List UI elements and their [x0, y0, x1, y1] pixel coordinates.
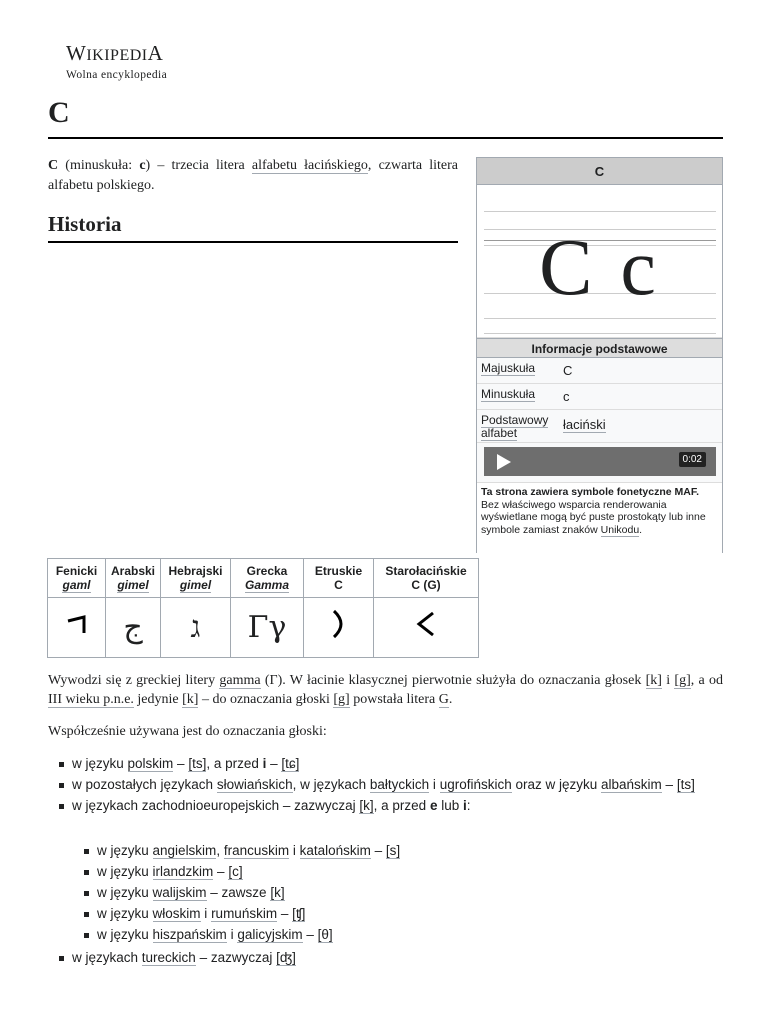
ipa-k[interactable]: [k]	[182, 692, 199, 707]
link-hiszpanskim[interactable]: hiszpańskim	[152, 927, 227, 942]
link-slowianskich[interactable]: słowiańskich	[216, 777, 293, 792]
ipa-g[interactable]: [g]	[674, 673, 691, 688]
list-item: w języku walijskim – zawsze [k]	[73, 884, 723, 902]
letter-glyphs: C c	[539, 224, 660, 312]
glyph-phoenician	[48, 598, 106, 658]
link-irlandzkim[interactable]: irlandzkim	[152, 864, 214, 879]
header-starolacinskie: Starołacińskie C (G)	[374, 559, 479, 598]
link-wloskim[interactable]: włoskim	[152, 906, 201, 921]
usage-paragraph: Współcześnie używana jest do oznaczania głoski:	[48, 724, 327, 739]
ipa-notice: Ta strona zawiera symbole fonetyczne MAF. Bez właściwego wsparcia renderowania wyświetlane mogą być puste prostokąty lub inne symbole zamiast znaków Unikodu.	[477, 483, 722, 554]
infobox	[476, 157, 723, 553]
link-alfabet-lacinski[interactable]: alfabetu łacińskiego	[251, 158, 368, 173]
logo-subtitle: Wolna encyklopedia	[66, 69, 168, 81]
letter-image	[477, 185, 722, 338]
infobox-row-minuskula	[477, 384, 722, 410]
list-item: w języku hiszpańskim i galicyjskim – [θ]	[73, 926, 723, 944]
list-item: w języku polskim – [ts], a przed i – [tɕ]	[48, 755, 723, 773]
glyph-greek: Γγ	[231, 598, 304, 658]
link-polskim[interactable]: polskim	[127, 756, 174, 771]
link-baltyckich[interactable]: bałtyckich	[369, 777, 430, 792]
value-alfabet[interactable]: łaciński	[563, 417, 606, 432]
value-majuskula: C	[563, 363, 573, 378]
audio-section	[477, 443, 722, 483]
link-ugrofinskich[interactable]: ugrofińskich	[439, 777, 512, 792]
label-alfabet[interactable]: Podstawowy alfabet	[481, 413, 549, 440]
glyph-old-latin	[374, 598, 479, 658]
letter-history-table	[47, 558, 479, 658]
section-divider	[48, 241, 458, 243]
play-icon[interactable]	[497, 454, 511, 470]
glyph-arabic: ج	[106, 598, 161, 658]
logo-wordmark: WIKIPEDIA	[66, 41, 164, 65]
header-etruskie: Etruskie C	[304, 559, 374, 598]
page-title: C	[48, 96, 70, 129]
label-majuskula[interactable]: Majuskuła	[481, 361, 536, 375]
list-item: w językach zachodnioeuropejskich – zazwyczaj [k], a przed e lub i:	[48, 797, 723, 815]
link-iii-wiek[interactable]: III wieku p.n.e.	[48, 692, 134, 707]
list-item: w języku angielskim, francuskim i katalońskim – [s]	[73, 842, 723, 860]
list-item: w językach tureckich – zazwyczaj [ʤ]	[48, 949, 723, 967]
audio-duration: 0:02	[679, 452, 706, 467]
header-fenicki: Fenicki gaml	[48, 559, 106, 598]
list-item: w języku włoskim i rumuńskim – [ʧ]	[73, 905, 723, 923]
intro-paragraph: C (minuskuła: c) – trzecia litera alfabetu łacińskiego, czwarta litera alfabetu polskiego.	[48, 158, 458, 193]
infobox-row-alfabet	[477, 410, 722, 443]
header-arabski: Arabski gimel	[106, 559, 161, 598]
glyph-hebrew: ג	[161, 598, 231, 658]
value-minuskula: c	[563, 389, 570, 404]
link-angielskim[interactable]: angielskim	[152, 843, 217, 858]
usage-list	[48, 755, 723, 818]
infobox-title: C	[477, 158, 722, 185]
link-rumunskim[interactable]: rumuńskim	[211, 906, 278, 921]
link-katalonskim[interactable]: katalońskim	[299, 843, 371, 858]
western-languages-list	[73, 842, 723, 947]
etymology-paragraph: Wywodzi się z greckiej litery gamma (Γ). W łacinie klasycznej pierwotnie służyła do oznaczania głosek [k] i [g], a od III wieku p.n.e. jedynie [k] – do oznaczania głoski [g] powstała litera G.	[48, 673, 724, 707]
link-unikod[interactable]: Unikodu	[600, 523, 640, 536]
infobox-subheader: Informacje podstawowe	[477, 338, 722, 358]
link-tureckich[interactable]: tureckich	[141, 950, 196, 965]
link-gamma[interactable]: gamma	[219, 673, 261, 688]
glyph-etruscan	[304, 598, 374, 658]
section-heading-historia: Historia	[48, 212, 122, 236]
link-galicyjskim[interactable]: galicyjskim	[237, 927, 303, 942]
link-albanskim[interactable]: albańskim	[601, 777, 662, 792]
list-item: w pozostałych językach słowiańskich, w językach bałtyckich i ugrofińskich oraz w języku albańskim – [ts]	[48, 776, 723, 794]
wikipedia-logo[interactable]	[66, 42, 196, 82]
title-divider	[48, 137, 723, 139]
link-walijskim[interactable]: walijskim	[152, 885, 207, 900]
audio-player[interactable]	[484, 447, 716, 476]
ipa-g[interactable]: [g]	[333, 692, 350, 707]
link-g[interactable]: G	[438, 692, 449, 707]
list-item: w języku irlandzkim – [c]	[73, 863, 723, 881]
infobox-row-majuskula	[477, 358, 722, 384]
header-grecka: Grecka Gamma	[231, 559, 304, 598]
usage-list-continued	[48, 949, 723, 970]
link-francuskim[interactable]: francuskim	[223, 843, 290, 858]
ipa-k[interactable]: [k]	[645, 673, 662, 688]
label-minuskula[interactable]: Minuskuła	[481, 387, 536, 401]
header-hebrajski: Hebrajski gimel	[161, 559, 231, 598]
